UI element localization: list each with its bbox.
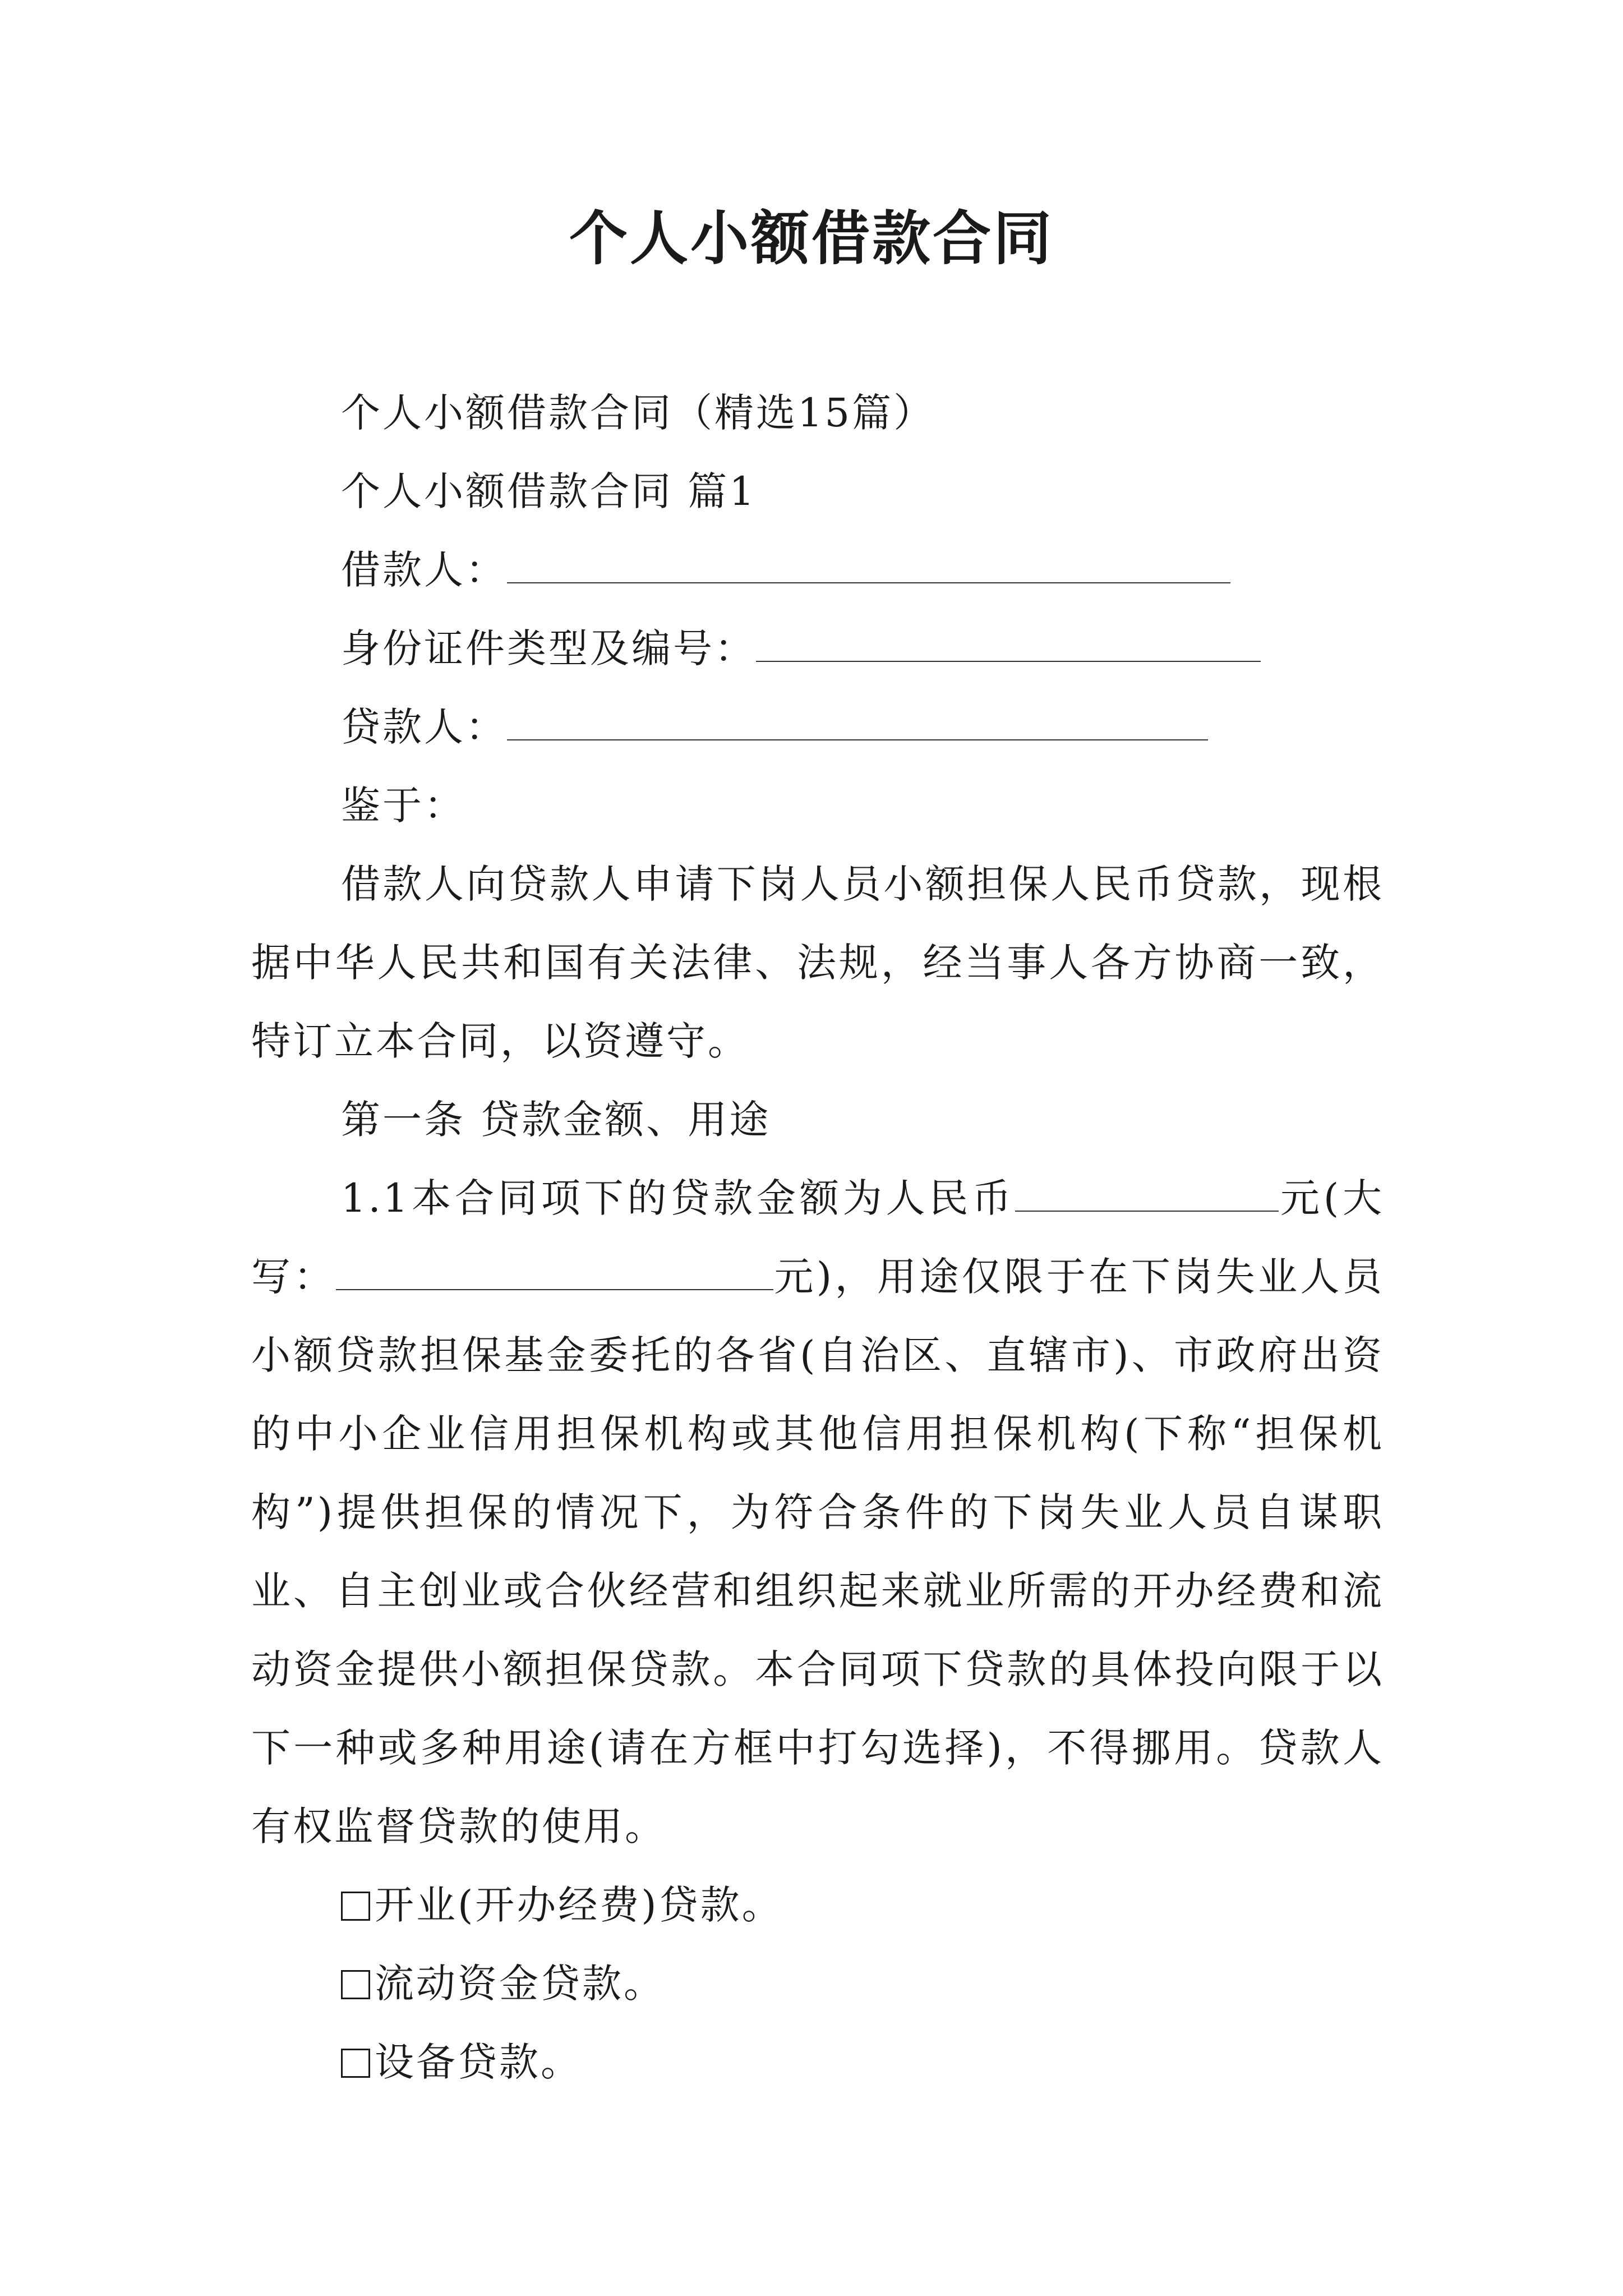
article-1-heading: 第一条 贷款金额、用途 (341, 1097, 771, 1143)
id-field (251, 609, 1384, 688)
checkbox-icon[interactable] (341, 1970, 370, 1999)
loan-option-label: 开业(开办经费)贷款。 (375, 1882, 783, 1928)
lender-field (251, 688, 1384, 766)
id-blank-line (756, 629, 1261, 662)
whereas-label: 鉴于： (341, 783, 465, 829)
clause-1-1-text-c: 元)，用途仅限于在下岗失业人员小额贷款担保基金委托的各省(自治区、直辖市)、市政府出资的中小企业信用担保机构或其他信用担保机构(下称“担保机构”)提供担保的情况下，为符合条件的下岗失业人员自谋职业、自主创业或合伙经营和组织起来就业所需的开办经费和流动资金提供小额担保贷款。本合同项下贷款的具体投向限于以下一种或多种用途(请在方框中打勾选择)，不得挪用。贷款人有权监督贷款的使用。 (251, 1254, 1384, 1849)
loan-option-item (251, 1866, 1384, 1944)
borrower-label: 借款人： (341, 547, 507, 593)
lender-label: 贷款人： (341, 704, 507, 750)
borrower-blank-line (507, 551, 1230, 583)
loan-option-label: 流动资金贷款。 (375, 1961, 665, 2007)
preamble-paragraph: 借款人向贷款人申请下岗人员小额担保人民币贷款，现根据中华人民共和国有关法律、法规，经当事人各方协商一致，特订立本合同，以资遵守。 (251, 861, 1384, 1064)
borrower-field (251, 531, 1384, 609)
document-body (251, 374, 1384, 2101)
clause-1-1-text-a: 1.1本合同项下的贷款金额为人民币 (341, 1175, 1016, 1221)
loan-option-label: 设备贷款。 (375, 2039, 582, 2085)
amount-words-blank-line (336, 1260, 773, 1290)
subtitle: 个人小额借款合同（精选15篇） (341, 390, 935, 436)
section-heading: 个人小额借款合同 篇1 (341, 468, 757, 514)
checkbox-icon[interactable] (341, 2049, 370, 2078)
id-label: 身份证件类型及编号： (341, 625, 756, 671)
amount-blank-line (1015, 1181, 1279, 1212)
loan-option-item (251, 2023, 1384, 2101)
loan-option-item (251, 1944, 1384, 2023)
clause-1-1-text-b: 元(大写： (251, 1175, 1384, 1300)
document-title: 个人小额借款合同 (569, 204, 1054, 273)
lender-blank-line (507, 708, 1208, 740)
checkbox-icon[interactable] (341, 1892, 370, 1921)
clause-1-1-paragraph (251, 1159, 1384, 1866)
